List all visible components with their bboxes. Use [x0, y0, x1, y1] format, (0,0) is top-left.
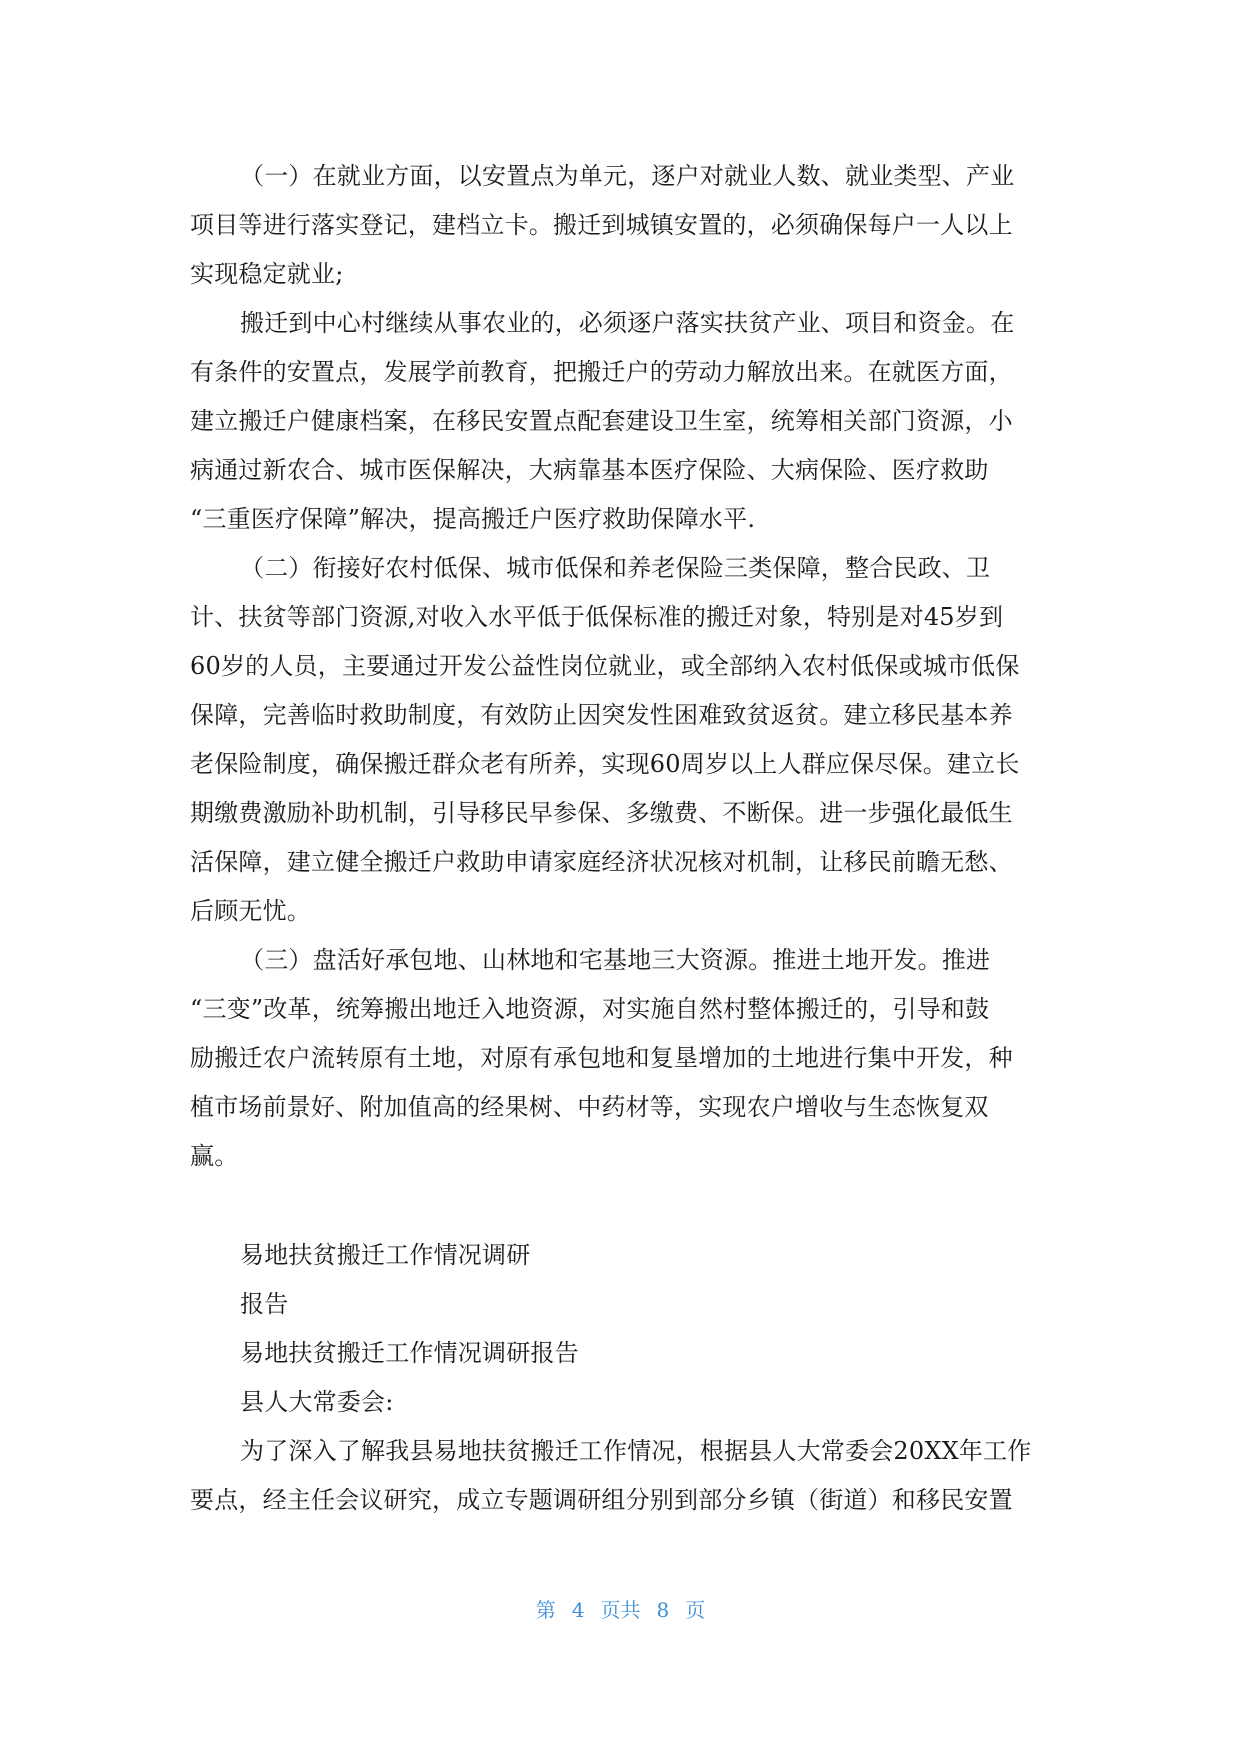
body-line: 计、扶贫等部门资源,对收入水平低于低保标准的搬迁对象，特别是对45岁到	[190, 603, 1004, 631]
body-line: “三重医疗保障”解决，提高搬迁户医疗救助保障水平.	[190, 505, 756, 533]
page-footer	[0, 1594, 1241, 1623]
page-label-suffix: 页	[685, 1598, 706, 1622]
body-line: 搬迁到中心村继续从事农业的，必须逐户落实扶贫产业、项目和资金。在	[240, 309, 1015, 337]
report-title: 易地扶贫搬迁工作情况调研报告	[240, 1339, 579, 1367]
body-line: （三）盘活好承包地、山林地和宅基地三大资源。推进土地开发。推进	[240, 946, 991, 974]
report-title-line: 报告	[240, 1290, 289, 1318]
body-line: （二）衔接好农村低保、城市低保和养老保险三类保障，整合民政、卫	[240, 554, 991, 582]
total-pages-number: 8	[656, 1598, 670, 1622]
page-label-prefix: 第	[535, 1598, 556, 1622]
body-line: 活保障，建立健全搬迁户救助申请家庭经济状况核对机制，让移民前瞻无愁、	[190, 848, 1013, 876]
body-line: 励搬迁农户流转原有土地，对原有承包地和复垦增加的土地进行集中开发，种	[190, 1044, 1013, 1072]
body-line: 为了深入了解我县易地扶贫搬迁工作情况，根据县人大常委会20XX年工作	[240, 1437, 1032, 1465]
body-line: 后顾无忧。	[190, 897, 311, 925]
salutation: 县人大常委会:	[240, 1388, 394, 1416]
body-line: 项目等进行落实登记，建档立卡。搬迁到城镇安置的，必须确保每户一人以上	[190, 211, 1013, 239]
body-line: 期缴费激励补助机制，引导移民早参保、多缴费、不断保。进一步强化最低生	[190, 799, 1013, 827]
current-page-number: 4	[571, 1598, 585, 1622]
body-line: 植市场前景好、附加值高的经果树、中药材等，实现农户增收与生态恢复双	[190, 1093, 989, 1121]
body-line: 赢。	[190, 1142, 239, 1170]
report-title-line: 易地扶贫搬迁工作情况调研	[240, 1241, 531, 1269]
body-line: 60岁的人员，主要通过开发公益性岗位就业，或全部纳入农村低保或城市低保	[190, 652, 1020, 680]
body-line: “三变”改革，统筹搬出地迁入地资源，对实施自然村整体搬迁的，引导和鼓	[190, 995, 990, 1023]
body-line: （一）在就业方面，以安置点为单元，逐户对就业人数、就业类型、产业	[240, 162, 1015, 190]
body-line: 实现稳定就业;	[190, 260, 344, 288]
body-line: 老保险制度，确保搬迁群众老有所养，实现60周岁以上人群应保尽保。建立长	[190, 750, 1020, 778]
body-line: 保障，完善临时救助制度，有效防止因突发性困难致贫返贫。建立移民基本养	[190, 701, 1013, 729]
body-line: 要点，经主任会议研究，成立专题调研组分别到部分乡镇（街道）和移民安置	[190, 1486, 1013, 1514]
body-line: 有条件的安置点，发展学前教育，把搬迁户的劳动力解放出来。在就医方面，	[190, 358, 1013, 386]
body-line: 建立搬迁户健康档案，在移民安置点配套建设卫生室，统筹相关部门资源，小	[190, 407, 1013, 435]
body-line: 病通过新农合、城市医保解决，大病靠基本医疗保险、大病保险、医疗救助	[190, 456, 989, 484]
page-label-mid: 页共	[600, 1598, 641, 1622]
